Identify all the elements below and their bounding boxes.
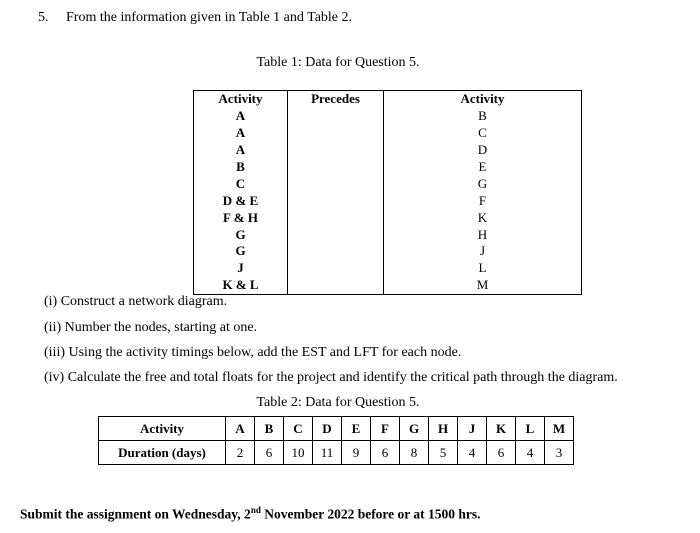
table1-header-next-activity: Activity [384,91,582,108]
table2-activity-cell: D [313,417,342,441]
table2-duration-cell: 6 [371,441,400,465]
table2-activity-cell: E [342,417,371,441]
table1-cell-precedes [288,108,384,125]
table1-cell-precedes [288,175,384,192]
table1-cell-next-activity: M [384,277,582,294]
submission-note [20,505,481,523]
table1-cell-activity: J [194,260,288,277]
table1-body [194,108,582,294]
table1-caption: Table 1: Data for Question 5. [256,55,420,70]
table2-activity-cell: J [458,417,487,441]
table1-row [194,175,582,192]
table2-activity-label: Activity [99,417,226,441]
table1-row [194,159,582,176]
table1-row [194,142,582,159]
table2-duration-label: Duration (days) [99,441,226,465]
table1-cell-next-activity: K [384,209,582,226]
table2-duration-cell: 6 [255,441,284,465]
table2-activity-cell: A [226,417,255,441]
table1-cell-activity: F & H [194,209,288,226]
instruction-1: (i) Construct a network diagram. [44,294,228,309]
table2-activity-row [99,417,574,441]
table1 [193,90,582,295]
question-text: From the information given in Table 1 and Table 2. [66,10,353,25]
table2-activity-cell: G [400,417,429,441]
table2-duration-cell: 9 [342,441,371,465]
table1-row [194,125,582,142]
table2-activity-cell: C [284,417,313,441]
table2-duration-cell: 10 [284,441,313,465]
table2-duration-cell: 11 [313,441,342,465]
table2-duration-cell: 3 [545,441,574,465]
table2-activity-cell: K [487,417,516,441]
table1-cell-next-activity: F [384,192,582,209]
table1-cell-precedes [288,226,384,243]
table1-row [194,260,582,277]
table2-duration-cell: 8 [400,441,429,465]
table1-cell-activity: A [194,125,288,142]
table1-cell-activity: C [194,175,288,192]
table1-cell-precedes [288,209,384,226]
table2-activity-cell: F [371,417,400,441]
table1-cell-next-activity: D [384,142,582,159]
table1-cell-precedes [288,243,384,260]
question-number: 5. [38,10,49,25]
table1-row [194,226,582,243]
table1-cell-next-activity: L [384,260,582,277]
table1-cell-precedes [288,192,384,209]
table1-header-row [194,91,582,108]
instruction-2: (ii) Number the nodes, starting at one. [44,320,258,335]
submission-text-start: Submit the assignment on Wednesday, 2 [20,506,251,522]
table1-cell-precedes [288,277,384,294]
table2-activity-cell: B [255,417,284,441]
table1-cell-activity: A [194,108,288,125]
instruction-3: (iii) Using the activity timings below, add the EST and LFT for each node. [44,345,462,360]
table1-row [194,243,582,260]
table1-cell-next-activity: H [384,226,582,243]
table2-duration-cell: 4 [458,441,487,465]
table1-cell-activity: G [194,243,288,260]
table1-cell-activity: D & E [194,192,288,209]
submission-text-end: November 2022 before or at 1500 hrs. [260,506,481,522]
table1-header-precedes: Precedes [288,91,384,108]
table1-cell-next-activity: B [384,108,582,125]
table1-cell-next-activity: E [384,159,582,176]
table2-duration-row [99,441,574,465]
table1-cell-next-activity: J [384,243,582,260]
table1-cell-next-activity: G [384,175,582,192]
submission-ordinal-suffix: nd [250,505,261,515]
table1-cell-activity: K & L [194,277,288,294]
table2-activity-cell: H [429,417,458,441]
table2-activity-cell: M [545,417,574,441]
table1-cell-precedes [288,159,384,176]
table2-duration-cell: 5 [429,441,458,465]
table2-duration-cell: 4 [516,441,545,465]
table1-header-activity: Activity [194,91,288,108]
table2-activity-cell: L [516,417,545,441]
table2-duration-cell: 2 [226,441,255,465]
question-heading [38,10,352,26]
table1-cell-next-activity: C [384,125,582,142]
table1-cell-activity: B [194,159,288,176]
table1-cell-activity: A [194,142,288,159]
table1-cell-precedes [288,142,384,159]
table2-caption: Table 2: Data for Question 5. [256,395,420,410]
table1-cell-precedes [288,125,384,142]
table1-row [194,192,582,209]
table1-cell-precedes [288,260,384,277]
table1-row [194,277,582,294]
table2 [98,416,574,465]
table1-row [194,108,582,125]
instruction-4: (iv) Calculate the free and total floats for the project and identify the critical path through the diagram. [44,370,618,385]
table1-row [194,209,582,226]
table2-duration-cell: 6 [487,441,516,465]
table1-cell-activity: G [194,226,288,243]
